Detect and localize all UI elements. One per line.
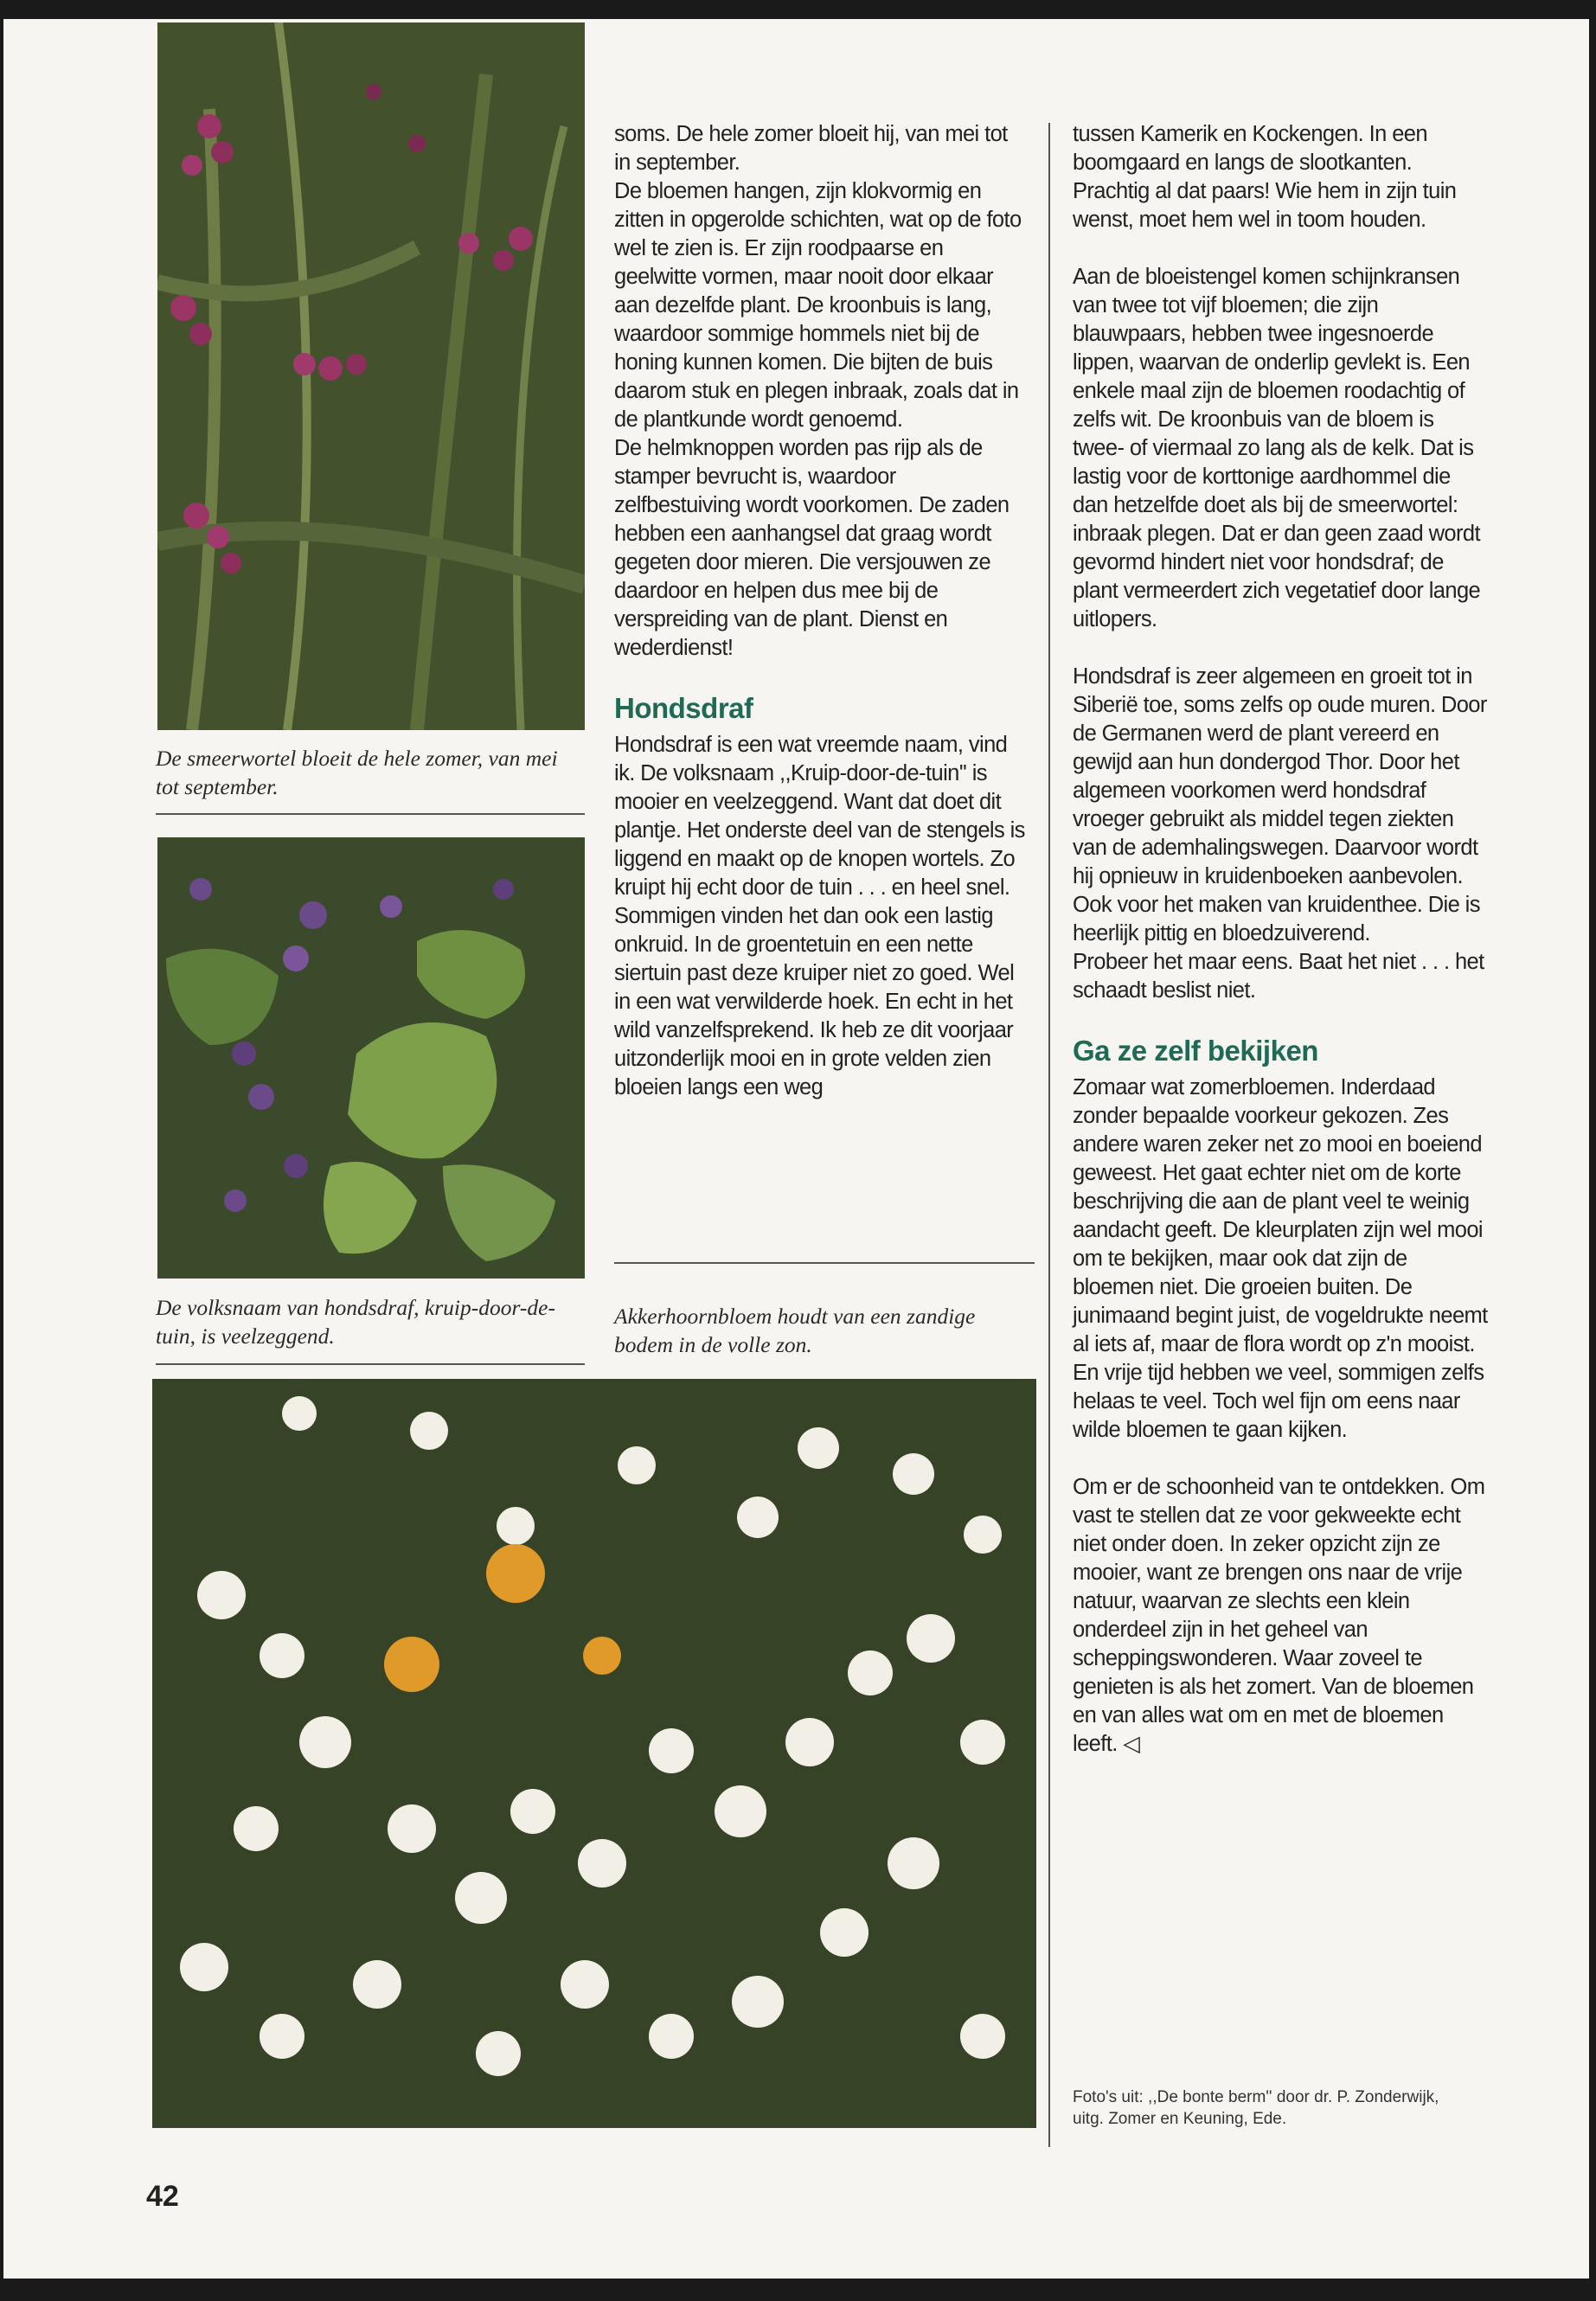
paragraph: Zomaar wat zomerbloemen. Inderdaad zonder bepaalde voorkeur gekozen. Zes andere waren zeker net zo mooi en boeiend geweest. Het gaat echter niet om de korte beschrijving die aan de plant veel te weinig aandacht geeft. De kleurplaten zijn wel mooi om te bekijken, maar ook dat zijn de bloemen niet. Die groeien buiten. De junimaand begint juist, de vogeldrukte neemt al iets af, maar de flora wordt op z'n mooist. En vrije tijd hebben we veel, sommigen zelfs helaas te veel. Toch wel fijn om eens naar wilde bloemen te gaan kijken. xyxy=(1073,1075,1488,1442)
paragraph: Probeer het maar eens. Baat het niet . . . het schaadt beslist niet. xyxy=(1073,950,1484,1003)
paragraph: tussen Kamerik en Kockengen. In een boomgaard en langs de slootkanten. Prachtig al dat paars! Wie hem in zijn tuin wenst, moet hem wel in toom houden. xyxy=(1073,122,1457,232)
end-mark-icon: ◁ xyxy=(1123,1732,1140,1756)
paragraph: De helmknoppen worden pas rijp als de stamper bevrucht is, waardoor zelfbestuiving wordt voorkomen. De zaden hebben een aanhangsel dat graag wordt gegeten door mieren. Die versjouwen ze daardoor en helpen dus mee bij de verspreiding van de plant. Dienst en wederdienst! xyxy=(614,436,1010,660)
smeerwortel-photo xyxy=(157,22,585,730)
caption-smeerwortel: De smeerwortel bloeit de hele zomer, van mei tot september. xyxy=(156,746,558,799)
paragraph: Hondsdraf is een wat vreemde naam, vind ik. De volksnaam ,,Kruip-door-de-tuin'' is mooier en veelzeggend. Want dat doet dit plantje. Het onderste deel van de stengels is liggend en maakt op de knopen wortels. Zo kruipt hij echt door de tuin . . . en heel snel. Sommigen vinden het dan ook een lastig onkruid. In de groentetuin en een nette siertuin past deze kruiper niet zo goed. Wel in een wat verwilderde hoek. En echt in het wild vanzelfsprekend. Ik heb ze dit voorjaar uitzonderlijk mooi en in grote velden zien bloeien langs een weg xyxy=(614,733,1025,1099)
page-number: 42 xyxy=(146,2180,179,2213)
article-column-middle xyxy=(614,120,1028,1131)
paragraph: soms. De hele zomer bloeit hij, van mei tot in september. xyxy=(614,122,1008,175)
section-heading-hondsdraf: Hondsdraf xyxy=(614,692,753,724)
paragraph: Hondsdraf is zeer algemeen en groeit tot in Siberië toe, soms zelfs op oude muren. Door de Germanen werd de plant vereerd en gewijd aan hun dondergod Thor. Door het algemeen voorkomen werd hondsdraf vroeger gebruikt als middel tegen ziekten van de ademhalingswegen. Daarvoor wordt hij opnieuw in kruidenboeken aanbevolen. Ook voor het maken van kruidenthee. Die is heerlijk pittig en bloedzuiverend. xyxy=(1073,664,1487,945)
photo-credit: Foto's uit: ,,De bonte berm'' door dr. P. Zonderwijk, uitg. Zomer en Keuning, Ede. xyxy=(1073,2088,1439,2128)
akkerhoornbloem-photo xyxy=(152,1379,1036,2128)
paragraph-text: Om er de schoonheid van te ontdekken. Om vast te stellen dat ze voor gekweekte echt niet onder doen. In zeker opzicht zijn ze mooier, want ze brengen ons naar de vrije natuur, waarvan ze slechts een klein onderdeel zijn in het geheel van scheppingswonderen. Waar zoveel te genieten is als het zomert. Van de bloemen en van alles wat om en met de bloemen leeft. xyxy=(1073,1475,1485,1756)
paragraph: Aan de bloeistengel komen schijnkransen van twee tot vijf bloemen; die zijn blauwpaars, hebben twee ingesnoerde lippen, waarvan de onderlip gevlekt is. Een enkele maal zijn de bloemen roodachtig of zelfs wit. De kroonbuis van de bloem is twee- of viermaal zo lang als de kelk. Dat is lastig voor de korttonige aardhommel die dan hetzelfde doet als bij de smeerwortel: inbraak plegen. Dat er dan geen zaad wordt gevormd hindert niet voor hondsdraf; de plant vermeerdert zich vegetatief door lange uitlopers. xyxy=(1073,265,1481,631)
caption-divider xyxy=(156,1363,585,1365)
caption-akkerhoornbloem: Akkerhoornbloem houdt van een zandige bodem in de volle zon. xyxy=(614,1304,976,1357)
paragraph xyxy=(1073,1473,1488,1759)
caption-hondsdraf: De volksnaam van hondsdraf, kruip-door-de-tuin, is veelzeggend. xyxy=(156,1295,555,1349)
hondsdraf-photo xyxy=(157,837,585,1279)
caption-divider xyxy=(614,1262,1035,1264)
caption-divider xyxy=(156,813,585,815)
article-column-right xyxy=(1073,120,1488,1787)
section-heading-zelf-bekijken: Ga ze zelf bekijken xyxy=(1073,1035,1318,1067)
paragraph: De bloemen hangen, zijn klokvormig en zitten in opgerolde schichten, wat op de foto wel te zien is. Er zijn roodpaarse en geelwitte vormen, maar nooit door elkaar aan dezelfde plant. De kroonbuis is lang, waardoor sommige hommels niet bij de honing kunnen komen. Die bijten de buis daarom stuk en plegen inbraak, zoals dat in de plantkunde wordt genoemd. xyxy=(614,179,1022,432)
magazine-page xyxy=(3,19,1589,2279)
column-divider xyxy=(1048,123,1050,2147)
